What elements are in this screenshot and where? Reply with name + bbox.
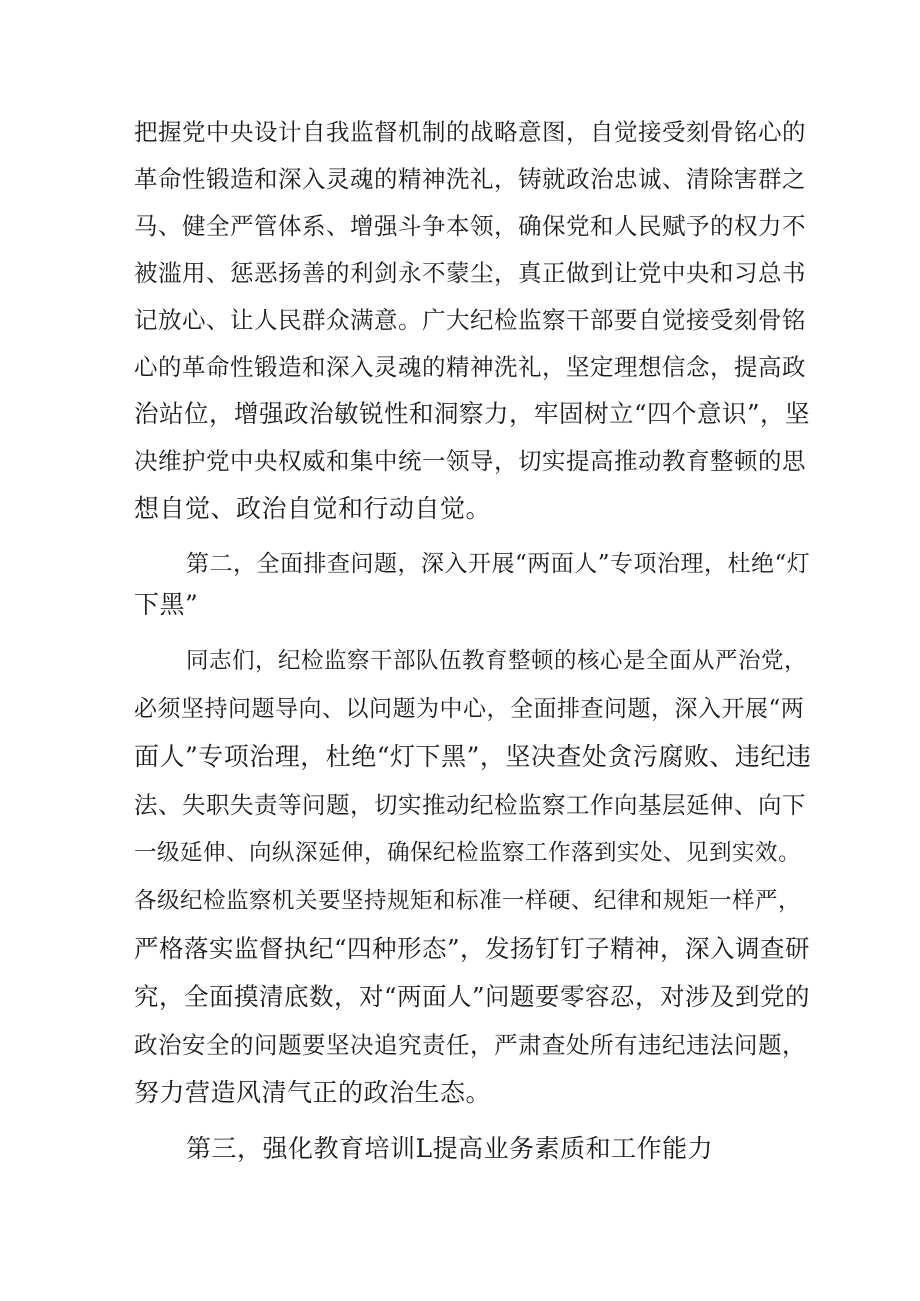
- paragraph-1-line: 心的革命性锻造和深入灵魂的精神洗礼，坚定理想信念，提高政: [134, 353, 806, 381]
- paragraph-1-line: 被滥用、惩恶扬善的利剑永不蒙尘，真正做到让党中央和习总书: [134, 259, 806, 287]
- paragraph-1-line: 把握党中央设计自我监督机制的战略意图，自觉接受刻骨铭心的: [134, 118, 806, 146]
- paragraph-2-line: 各级纪检监察机关要坚持规矩和标准一样硬、纪律和规矩一样严，: [134, 888, 802, 914]
- section-heading-2: 第二，全面排查问题，深入开展“两面人”专项治理，杜绝“灯: [186, 551, 811, 577]
- paragraph-1-line: 治站位，增强政治敏锐性和洞察力，牢固树立“四个意识”，坚: [134, 399, 811, 428]
- paragraph-2-line: 一级延伸、向纵深延伸，确保纪检监察工作落到实处、见到实效。: [134, 840, 802, 866]
- section-heading-2-continued: 下黑”: [134, 590, 199, 619]
- paragraph-1-line: 想自觉、政治自觉和行动自觉。: [134, 494, 492, 523]
- paragraph-2-line: 努力营造风清气正的政治生态。: [134, 1078, 492, 1107]
- paragraph-2-line: 政治安全的问题要坚决追究责任，严肃查处所有违纪违法问题，: [134, 1031, 806, 1059]
- paragraph-1-line: 记放心、让人民群众满意。广大纪检监察干部要自觉接受刻骨铭: [134, 306, 806, 334]
- paragraph-2-line: 法、失职失责等问题，切实推动纪检监察工作向基层延伸、向下: [134, 791, 806, 819]
- paragraph-1-line: 决维护党中央权威和集中统一领导，切实提高推动教育整顿的思: [134, 447, 806, 475]
- paragraph-1-line: 革命性锻造和深入灵魂的精神洗礼，铸就政治忠诚、清除害群之: [134, 165, 806, 193]
- section-heading-3: 第三，强化教育培训L提高业务素质和工作能力: [186, 1134, 714, 1163]
- paragraph-2-line: 同志们，纪检监察干部队伍教育整顿的核心是全面从严治党，: [186, 648, 808, 674]
- paragraph-2-line: 严格落实监督执纪“四种形态”，发扬钉钉子精神，深入调查研: [134, 934, 811, 963]
- paragraph-2-line: 究，全面摸清底数，对“两面人”问题要零容忍，对涉及到党的: [134, 982, 811, 1011]
- paragraph-2-line: 面人”专项治理，杜绝“灯下黑”，坚决查处贪污腐败、违纪违: [134, 742, 812, 771]
- paragraph-2-line: 必须坚持问题导向、以问题为中心，全面排查问题，深入开展“两: [134, 696, 805, 722]
- paragraph-1-line: 马、健全严管体系、增强斗争本领，确保党和人民赋予的权力不: [134, 212, 806, 240]
